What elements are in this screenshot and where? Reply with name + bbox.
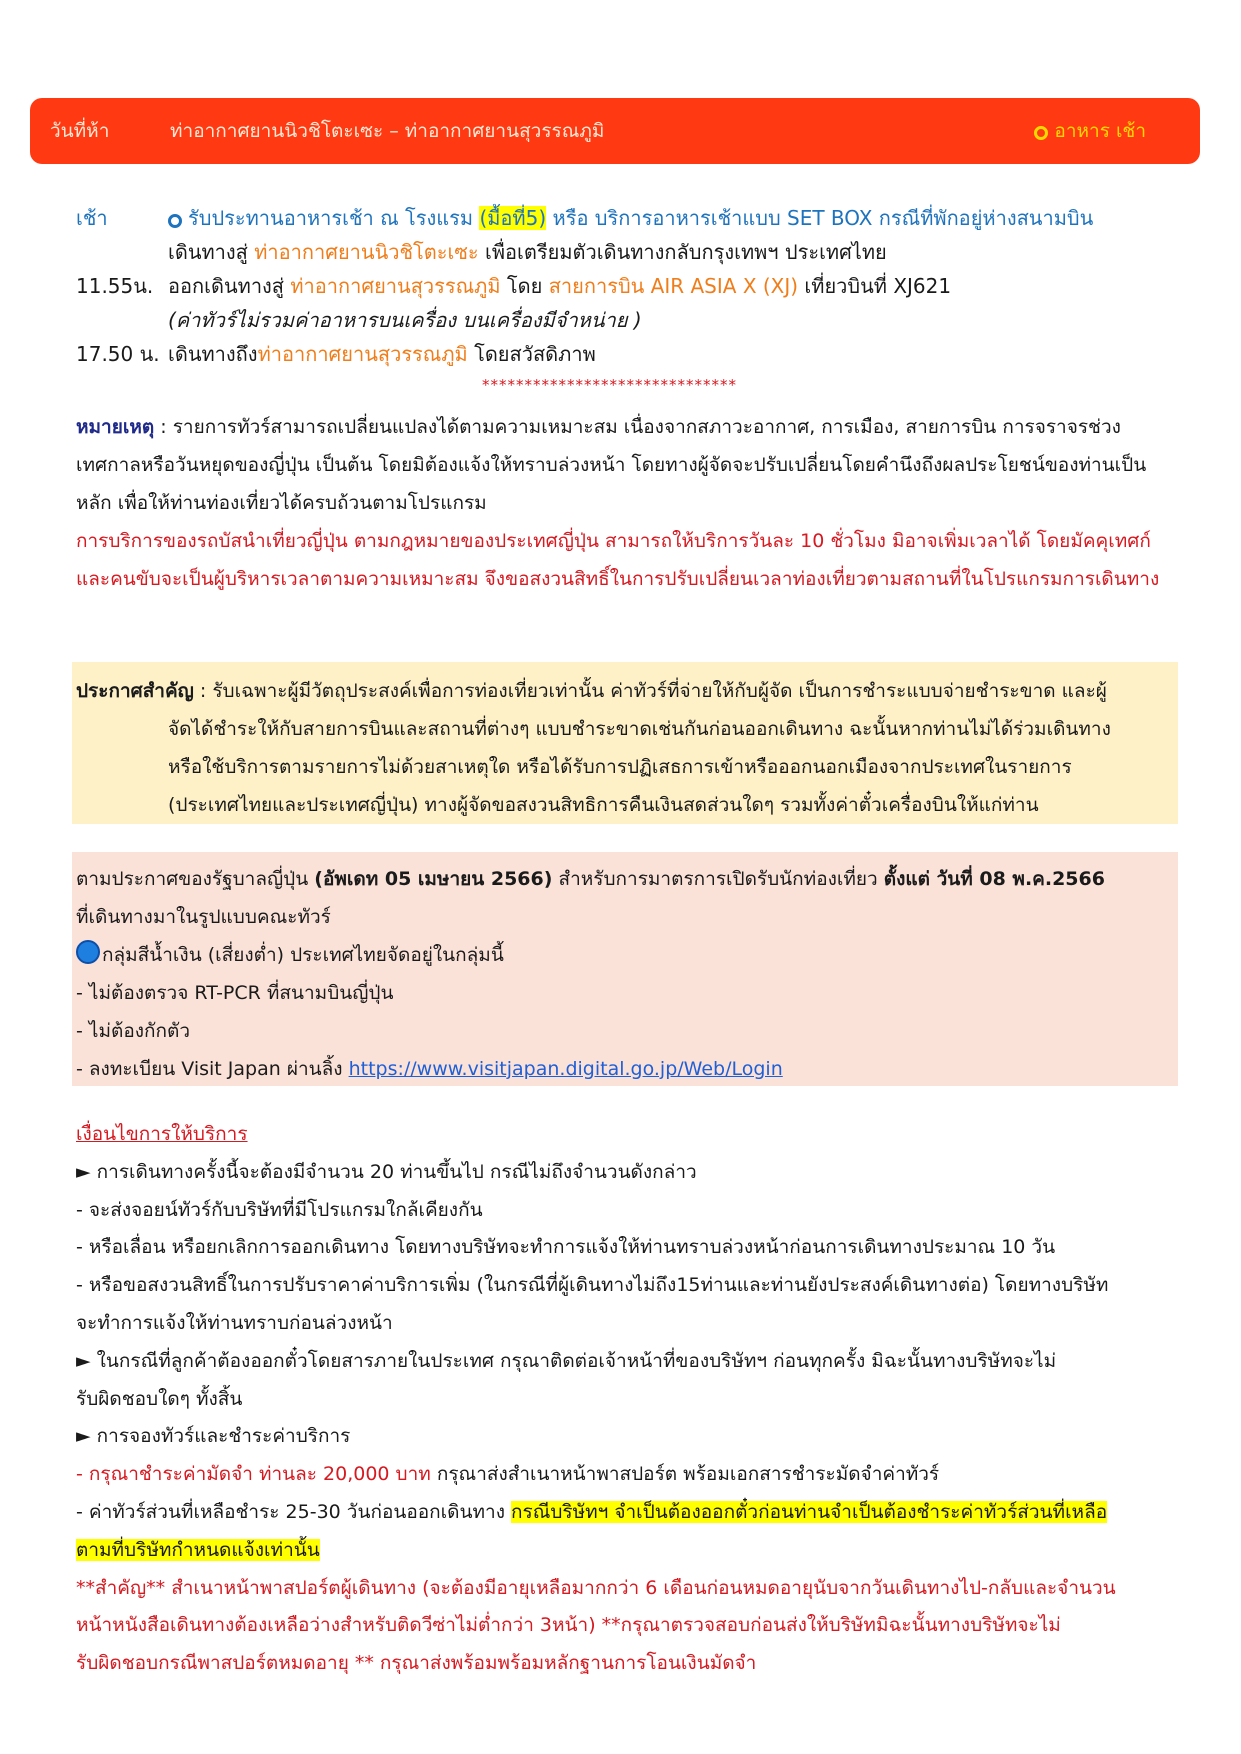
highlight-text: ตามที่บริษัทกำหนดแจ้งเท่านั้น — [76, 1538, 320, 1561]
deposit-amount: - กรุณาชำระค่ามัดจำ ท่านละ 20,000 บาท — [76, 1463, 431, 1486]
day-header-bar — [30, 98, 1200, 164]
japan-text: - ลงทะเบียน Visit Japan ผ่านลิ้ง — [76, 1058, 349, 1080]
effective-date: ตั้งแต่ วันที่ 08 พ.ค.2566 — [883, 868, 1105, 890]
notice-line: จัดได้ชำระให้กับสายการบินและสถานที่ต่างๆ แบบชำระขาดเช่นกันก่อนออกเดินทาง ฉะนั้นหากท่านไม่ได้ร่วมเดินทาง — [168, 718, 1111, 740]
japan-line: - ไม่ต้องตรวจ RT-PCR ที่สนามบินญี่ปุ่น — [76, 982, 394, 1004]
japan-line — [76, 860, 1176, 898]
notice-label: ประกาศสำคัญ — [76, 680, 194, 702]
condition-line: จะทำการแจ้งให้ท่านทราบก่อนล่วงหน้า — [76, 1311, 393, 1334]
notice-line: หรือใช้บริการตามรายการไม่ด้วยสาเหตุใด หรือได้รับการปฏิเสธการเข้าหรือออกนอกเมืองจากประเทศในรายการ — [168, 756, 1072, 778]
remark-section — [76, 408, 1176, 522]
divider-stars: ****************************** — [482, 376, 737, 394]
japan-text: สำหรับการมาตรการเปิดรับนักท่องเที่ยว — [552, 868, 884, 890]
condition-text: - ค่าทัวร์ส่วนที่เหลือชำระ 25-30 วันก่อนออกเดินทาง — [76, 1500, 512, 1523]
day-label: วันที่ห้า — [50, 120, 110, 142]
schedule-desc — [168, 236, 887, 268]
remark-text: : รายการทัวร์สามารถเปลี่ยนแปลงได้ตามความเหมาะสม เนื่องจากสภาวะอากาศ, การเมือง, สายการบิน การจราจรช่วงเทศกาลหรือวันหยุดของญี่ปุ่น เป็นต้น โดยมิต้องแจ้งให้ทราบล่วงหน้า โดยทางผู้จัดจะปรับเปลี่ยนโดยคำนึงถึงผลประโยชน์ของท่านเป็นหลัก เพื่อให้ท่านท่องเที่ยวได้ครบถ้วนตามโปรแกรม — [76, 416, 1147, 514]
condition-text: กรุณาส่งสำเนาหน้าพาสปอร์ต พร้อมเอกสารชำระมัดจำค่าทัวร์ — [430, 1463, 940, 1486]
condition-line: ► การจองทัวร์และชำระค่าบริการ — [76, 1425, 351, 1448]
meal-label — [1034, 116, 1146, 146]
remark-label: หมายเหตุ — [76, 416, 155, 438]
schedule-desc — [168, 202, 1093, 234]
japan-text: ตามประกาศของรัฐบาลญี่ปุ่น — [76, 868, 315, 890]
schedule-text: เดินทางถึง — [168, 342, 258, 366]
condition-line — [76, 1456, 1176, 1494]
condition-line — [76, 1494, 1176, 1532]
blue-circle-icon — [76, 940, 100, 964]
meal-note: (ค่าทัวร์ไม่รวมค่าอาหารบนเครื่อง บนเครื่องมีจำหน่าย ) — [168, 308, 642, 332]
japan-line: ที่เดินทางมาในรูปแบบคณะทัวร์ — [76, 906, 331, 928]
airport-name: ท่าอากาศยานสุวรรณภูมิ — [257, 342, 468, 366]
schedule-text: เพื่อเตรียมตัวเดินทางกลับกรุงเทพฯ ประเทศไทย — [478, 240, 887, 264]
day-route: ท่าอากาศยานนิวชิโตะเซะ – ท่าอากาศยานสุวรรณภูมิ — [170, 120, 605, 142]
meal-icon — [168, 214, 182, 228]
schedule-desc — [168, 270, 951, 302]
schedule-desc — [168, 338, 596, 370]
condition-line: - หรือขอสงวนสิทธิ์ในการปรับราคาค่าบริการเพิ่ม (ในกรณีที่ผู้เดินทางไม่ถึง15ท่านและท่านยังประสงค์เดินทางต่อ) โดยทางบริษัท — [76, 1274, 1109, 1297]
schedule-text: โดย — [500, 274, 549, 298]
notice-line — [76, 672, 1176, 710]
schedule-time: เช้า — [76, 206, 108, 230]
conditions-section — [76, 1116, 1176, 1683]
conditions-title: เงื่อนไขการให้บริการ — [76, 1123, 248, 1145]
schedule-text: โดยสวัสดิภาพ — [467, 342, 596, 366]
notice-section — [76, 672, 1176, 824]
meal-icon — [1034, 126, 1048, 140]
japan-text: กลุ่มสีน้ำเงิน (เสี่ยงต่ำ) ประเทศไทยจัดอยู่ในกลุ่มนี้ — [102, 944, 504, 966]
passport-note: รับผิดชอบกรณีพาสปอร์ตหมดอายุ ** กรุณาส่งพร้อมพร้อมหลักฐานการโอนเงินมัดจำ — [76, 1652, 757, 1675]
meal-count-highlight: (มื้อที่5) — [479, 206, 547, 230]
update-date: (อัพเดท 05 เมษายน 2566) — [314, 868, 553, 890]
schedule-text: ออกเดินทางสู่ — [168, 274, 291, 298]
notice-text: : รับเฉพาะผู้มีวัตถุประสงค์เพื่อการท่องเที่ยวเท่านั้น ค่าทัวร์ที่จ่ายให้กับผู้จัด เป็นการชำระแบบจ่ายชำระขาด และผู้ — [193, 680, 1107, 702]
schedule-text: หรือ บริการอาหารเช้าแบบ SET BOX กรณีที่พักอยู่ห่างสนามบิน — [546, 206, 1094, 230]
japan-line — [76, 1050, 1176, 1088]
japan-entry-section — [76, 860, 1176, 1088]
notice-line: (ประเทศไทยและประเทศญี่ปุ่น) ทางผู้จัดขอสงวนสิทธิการคืนเงินสดส่วนใดๆ รวมทั้งค่าตั๋วเครื่องบินให้แก่ท่าน — [168, 794, 1039, 816]
passport-note: **สำคัญ** สำเนาหน้าพาสปอร์ตผู้เดินทาง (จะต้องมีอายุเหลือมากกว่า 6 เดือนก่อนหมดอายุนับจากวันเดินทางไป-กลับและจำนวน — [76, 1576, 1116, 1599]
highlight-text: กรณีบริษัทฯ จำเป็นต้องออกตั๋วก่อนท่านจำเป็นต้องชำระค่าทัวร์ส่วนที่เหลือ — [511, 1500, 1108, 1523]
condition-line: รับผิดชอบใดๆ ทั้งสิ้น — [76, 1387, 243, 1410]
meal-text: อาหาร เช้า — [1054, 120, 1146, 142]
schedule-text: รับประทานอาหารเช้า ณ โรงแรม — [188, 206, 474, 230]
condition-line — [76, 1532, 1176, 1570]
condition-line: ► ในกรณีที่ลูกค้าต้องออกตั๋วโดยสารภายในประเทศ กรุณาติดต่อเจ้าหน้าที่ของบริษัทฯ ก่อนทุกครั้ง มิฉะนั้นทางบริษัทจะไม่ — [76, 1349, 1057, 1372]
flight-number: เที่ยวบินที่ XJ621 — [798, 274, 952, 298]
visit-japan-link[interactable]: https://www.visitjapan.digital.go.jp/Web/Login — [348, 1058, 783, 1080]
schedule-time: 17.50 น. — [76, 342, 160, 366]
schedule-time: 11.55น. — [76, 274, 154, 298]
airline-name: สายการบิน AIR ASIA X (XJ) — [548, 274, 799, 298]
japan-line: - ไม่ต้องกักตัว — [76, 1020, 191, 1042]
condition-line: - จะส่งจอยน์ทัวร์กับบริษัทที่มีโปรแกรมใกล้เคียงกัน — [76, 1198, 483, 1221]
bus-service-note: การบริการของรถบัสนำเที่ยวญี่ปุ่น ตามกฎหมายของประเทศญี่ปุ่น สามารถให้บริการวันละ 10 ชั่วโมง มิอาจเพิ่มเวลาได้ โดยมัคคุเทศก์และคนขับจะเป็นผู้บริหารเวลาตามความเหมาะสม จึงขอสงวนสิทธิ์ในการปรับเปลี่ยนเวลาท่องเที่ยวตามสถานที่ในโปรแกรมการเดินทาง — [76, 530, 1160, 590]
airport-name: ท่าอากาศยานสุวรรณภูมิ — [290, 274, 501, 298]
condition-line: ► การเดินทางครั้งนี้จะต้องมีจำนวน 20 ท่านขึ้นไป กรณีไม่ถึงจำนวนดังกล่าว — [76, 1160, 697, 1183]
passport-note: หน้าหนังสือเดินทางต้องเหลือว่างสำหรับติดวีซ่าไม่ต่ำกว่า 3หน้า) **กรุณาตรวจสอบก่อนส่งให้บริษัทมิฉะนั้นทางบริษัทจะไม่ — [76, 1614, 1061, 1637]
airport-name: ท่าอากาศยานนิวชิโตะเซะ — [254, 240, 479, 264]
condition-line: - หรือเลื่อน หรือยกเลิกการออกเดินทาง โดยทางบริษัทจะทำการแจ้งให้ท่านทราบล่วงหน้าก่อนการเดินทางประมาณ 10 วัน — [76, 1236, 1056, 1259]
japan-line — [76, 936, 1176, 974]
schedule-text: เดินทางสู่ — [168, 240, 255, 264]
